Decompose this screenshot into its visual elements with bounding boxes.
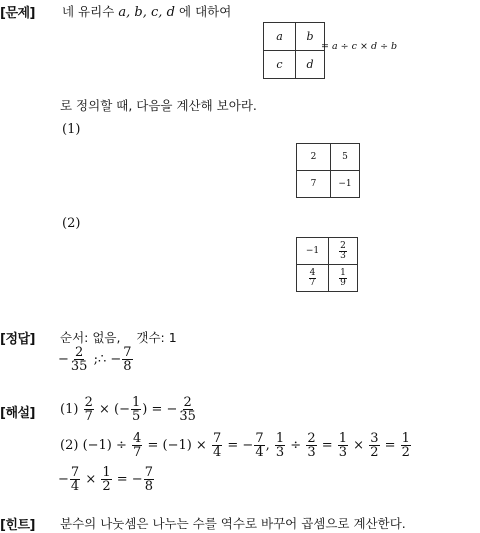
part1-label: (1) <box>62 122 81 137</box>
hint-tag: [힌트] <box>0 518 35 533</box>
hint-text: 분수의 나눗셈은 나누는 수를 역수로 바꾸어 곱셈으로 계산한다. <box>60 516 406 531</box>
p2-r2c2-den: 9 <box>340 277 346 288</box>
answer-line1 <box>60 328 177 346</box>
p2-cell-r1c1: −1 <box>297 238 329 265</box>
frac-num: 7 <box>212 431 222 446</box>
p2-r2c2-num: 1 <box>340 267 346 278</box>
ans2-den: 8 <box>123 359 132 374</box>
frac-den: 4 <box>212 445 222 460</box>
frac-num: 1 <box>102 465 111 480</box>
frac-num: 7 <box>144 465 153 480</box>
frac-den: 8 <box>144 479 153 494</box>
frac-num: 7 <box>70 465 80 480</box>
frac-num: 7 <box>255 431 264 446</box>
frac-num: 2 <box>183 395 192 410</box>
exp-p2-start: (−1) ÷ <box>82 438 127 453</box>
frac-den: 3 <box>275 445 285 460</box>
explanation-tag: [해설] <box>0 406 35 421</box>
p1-cell-r2c1: 7 <box>297 171 331 198</box>
definition-grid <box>263 22 325 79</box>
def-cell-c: c <box>264 51 296 79</box>
def-cell-b: b <box>296 23 325 51</box>
frac-den: 5 <box>131 409 141 424</box>
answer-sep: ; <box>93 352 98 367</box>
frac-num: 3 <box>370 431 379 446</box>
p2-r1c2-den: 3 <box>340 250 346 261</box>
ans1-num: 2 <box>75 345 84 360</box>
answer-tag: [정답] <box>0 332 35 347</box>
intro-text: 네 유리수 <box>62 4 115 19</box>
frac-den: 2 <box>401 445 410 460</box>
answer-order: 순서: 없음, <box>60 330 121 345</box>
explanation-line1: (1) $\frac{2}{7}$ × (− $\frac{1}{5}$ ) = − $\frac{2}{35}$ <box>60 395 196 424</box>
ans1-den: 35 <box>70 359 88 374</box>
exp-p2-eqneg: = − <box>227 438 254 453</box>
frac-den: 2 <box>370 445 379 460</box>
p2-r1c2-num: 2 <box>340 240 346 251</box>
p2-cell-r2c1 <box>297 265 329 292</box>
frac-num: 1 <box>338 431 348 446</box>
p2-r2c1-num: 4 <box>309 267 316 278</box>
problem-intro <box>62 2 231 20</box>
ans2-num: 7 <box>123 345 132 360</box>
problem-tag: [문제] <box>0 6 35 21</box>
frac-num: 2 <box>307 431 316 446</box>
p2-cell-r2c2 <box>329 265 358 292</box>
frac-num: 2 <box>84 395 93 410</box>
frac-den: 4 <box>70 479 80 494</box>
intro-vars: a, b, c, d <box>118 5 175 20</box>
frac-num: 1 <box>131 395 141 410</box>
frac-den: 3 <box>338 445 348 460</box>
problem-instruction: 로 정의할 때, 다음을 계산해 보아라. <box>60 98 257 113</box>
explanation-line2: (2) (−1) ÷ $\frac{4}{7}$ = (−1) × $\frac{7}{4}$ = − $\frac{7}{4}$ , $\frac{1}{3}$ ÷ $\frac{2}{3}$ = $\frac{1}{3}$ × $\frac{3}{2}$ = $\frac{1}{2}$ <box>60 431 410 460</box>
part2-label: (2) <box>62 216 81 231</box>
p2-cell-r1c2 <box>329 238 358 265</box>
exp-p2-label: (2) <box>60 438 79 453</box>
intro-suffix: 에 대하여 <box>179 4 232 19</box>
part2-grid <box>296 237 358 292</box>
p1-cell-r1c1: 2 <box>297 144 331 171</box>
explanation-line3: − $\frac{7}{4}$ × $\frac{1}{2}$ = − $\frac{7}{8}$ <box>58 465 153 494</box>
definition-formula: = a ÷ c × d ÷ b <box>321 41 398 52</box>
frac-num: 4 <box>133 431 142 446</box>
exp-p2-mid: = (−1) × <box>147 438 207 453</box>
frac-den: 4 <box>255 445 264 460</box>
frac-den: 3 <box>307 445 316 460</box>
frac-den: 7 <box>84 409 93 424</box>
frac-den: 35 <box>179 409 196 424</box>
answer-count: 갯수: 1 <box>136 330 177 345</box>
answer-values: − $\frac{2}{35}$ ;∴ − $\frac{7}{8}$ <box>58 345 132 374</box>
frac-den: 7 <box>133 445 142 460</box>
frac-num: 1 <box>275 431 285 446</box>
p2-r2c1-den: 7 <box>309 277 316 288</box>
exp-p1-label: (1) <box>60 402 79 417</box>
def-cell-d: d <box>296 51 325 79</box>
part1-grid <box>296 143 360 198</box>
p1-cell-r1c2: 5 <box>331 144 360 171</box>
frac-den: 2 <box>102 479 111 494</box>
frac-num: 1 <box>401 431 410 446</box>
p1-cell-r2c2: −1 <box>331 171 360 198</box>
def-cell-a: a <box>264 23 296 51</box>
